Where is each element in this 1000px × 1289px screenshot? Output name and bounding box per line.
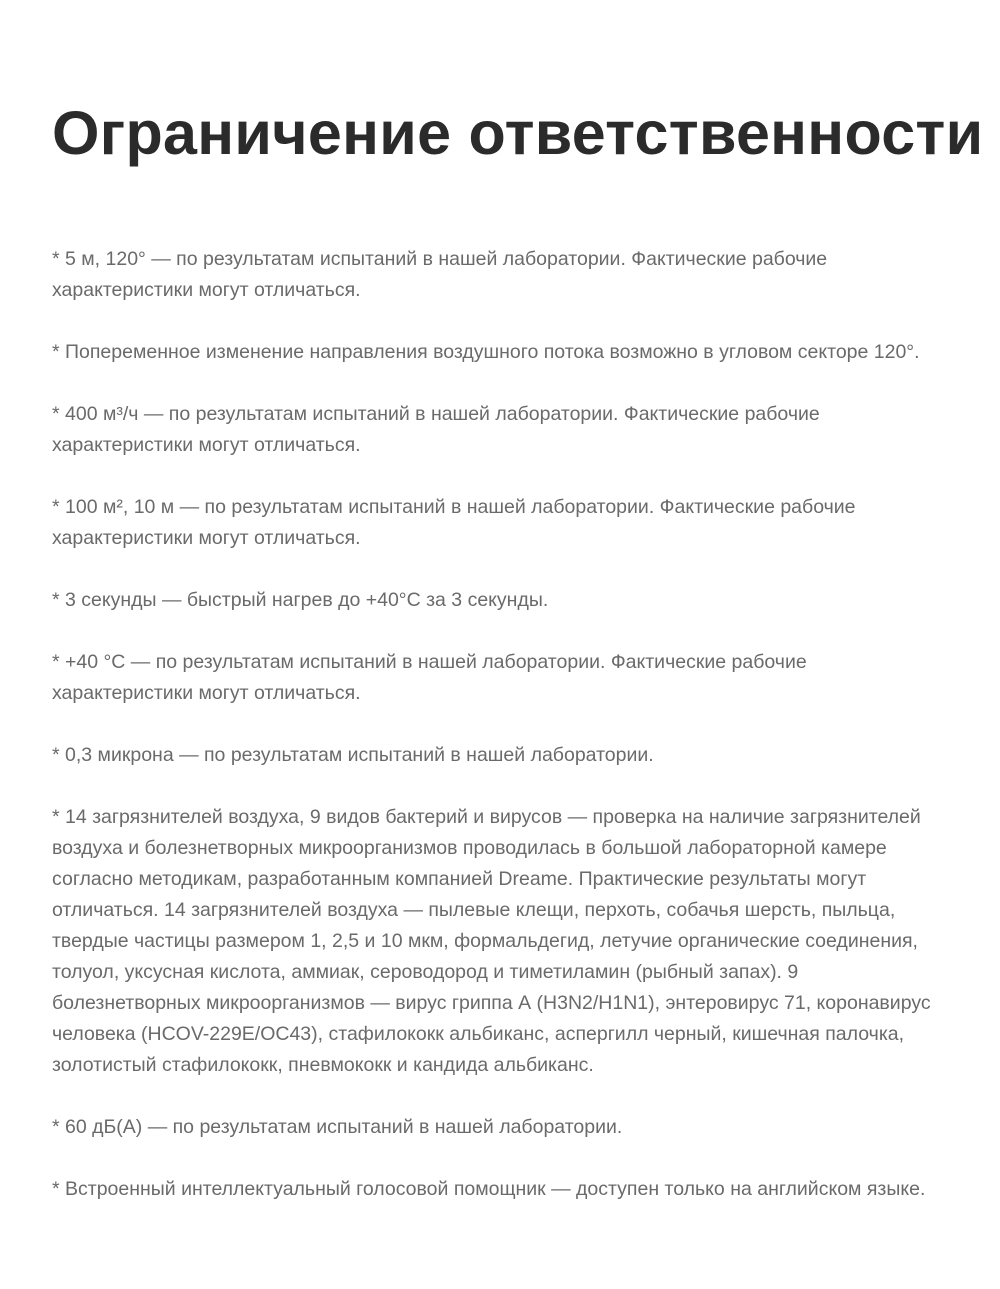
footnote-range-angle: * 5 м, 120° — по результатам испытаний в нашей лаборатории. Фактические рабочие характеристики могут отличаться.	[52, 248, 828, 301]
footnote-coverage: * 100 м², 10 м — по результатам испытаний в нашей лаборатории. Фактические рабочие характеристики могут отличаться.	[52, 496, 856, 549]
footnote-noise: * 60 дБ(A) — по результатам испытаний в нашей лаборатории.	[52, 1116, 623, 1138]
disclaimer-notes	[52, 244, 948, 1205]
footnote-pollutants: * 14 загрязнителей воздуха, 9 видов бактерий и вирусов — проверка на наличие загрязнителей воздуха и болезнетворных микроорганизмов проводилась в большой лабораторной камере согласно методикам, разработанным компанией Dreame. Практические результаты могут отличаться. 14 загрязнителей воздуха — пылевые клещи, перхоть, собачья шерсть, пыльца, твердые частицы размером 1, 2,5 и 10 мкм, формальдегид, летучие органические соединения, толуол, уксусная кислота, аммиак, сероводород и тиметиламин (рыбный запах). 9 болезнетворных микроорганизмов — вирус гриппа А (H3N2/H1N1), энтеровирус 71, коронавирус человека (HCOV-229E/OC43), стафилококк альбиканс, аспергилл черный, кишечная палочка, золотистый стафилококк, пневмококк и кандида альбиканс.	[52, 806, 931, 1076]
footnote-oscillation: * Попеременное изменение направления воздушного потока возможно в угловом секторе 120°.	[52, 341, 920, 363]
footnote-temperature: * +40 °C — по результатам испытаний в нашей лаборатории. Фактические рабочие характеристики могут отличаться.	[52, 651, 807, 704]
footnote-airflow: * 400 м³/ч — по результатам испытаний в нашей лаборатории. Фактические рабочие характеристики могут отличаться.	[52, 403, 820, 456]
footnote-voice-assistant: * Встроенный интеллектуальный голосовой помощник — доступен только на английском языке.	[52, 1178, 926, 1200]
footnote-filtration: * 0,3 микрона — по результатам испытаний в нашей лаборатории.	[52, 744, 654, 766]
footnote-heating-speed: * 3 секунды — быстрый нагрев до +40°C за 3 секунды.	[52, 589, 549, 611]
page-title: Ограничение ответственности	[52, 99, 984, 167]
